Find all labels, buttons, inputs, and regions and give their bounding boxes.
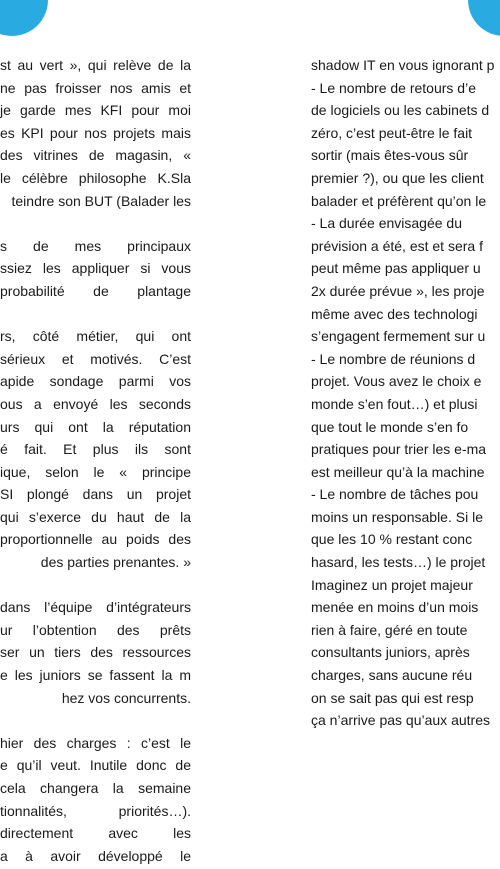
text-line: directement avec les (0, 825, 191, 842)
text-line: charges, sans aucune réu (311, 667, 473, 684)
text-line: peut même pas appliquer u (311, 260, 481, 277)
decorative-circle-left (0, 0, 48, 36)
text-line: probabilité de plantage (0, 282, 191, 299)
text-line: tionnalités, priorités…). (0, 802, 191, 819)
right-text-column (311, 54, 500, 732)
text-line: dans l’équipe d’intégrateurs (0, 599, 191, 616)
text-line: 2x durée prévue », les proje (311, 282, 485, 299)
text-line: hier des charges : c’est le (0, 734, 191, 751)
text-line: rien à faire, géré en toute (311, 621, 468, 638)
text-line: ssiez les appliquer si vous (0, 260, 191, 277)
text-line: ur l’obtention des prêts (0, 621, 191, 638)
text-line: ça n’arrive pas qu’aux autres (311, 712, 490, 729)
text-line: je garde mes KFI pour moi (0, 102, 191, 119)
text-line: teindre son BUT (Balader les (11, 192, 191, 209)
text-line: e qu’il veut. Inutile donc de (0, 757, 191, 774)
text-line: des parties prenantes. » (40, 554, 191, 571)
text-line: hez vos concurrents. (61, 689, 191, 706)
text-line: ne pas froisser nos amis et (0, 79, 191, 96)
text-line: apide sondage parmi vos (0, 373, 191, 390)
text-line: st au vert », qui relève de la (0, 57, 191, 73)
text-line: moins un responsable. Si le (311, 508, 483, 525)
text-line: zéro, c’est peut-être le fait (311, 124, 473, 141)
paragraph-gap (0, 574, 191, 597)
paragraph-gap (0, 212, 191, 235)
text-line: es KPI pour nos projets mais (0, 124, 191, 141)
text-line: projet. Vous avez le choix e (311, 373, 482, 390)
text-line: s’engagent fermement sur u (311, 328, 486, 345)
text-line: sérieux et motivés. C’est (0, 350, 191, 367)
text-line: proportionnelle au poids des (0, 531, 191, 548)
text-line: ser un tiers des ressources (0, 644, 191, 661)
text-line: des vitrines de magasin, « (0, 147, 191, 164)
text-line: - Le nombre de réunions d (311, 350, 476, 367)
left-text-column (0, 54, 191, 867)
text-line: - La durée envisagée du (311, 215, 462, 232)
paragraph-gap (0, 709, 191, 732)
text-line: de logiciels ou les cabinets d (311, 102, 490, 119)
text-line: premier ?), ou que les client (311, 169, 484, 186)
text-line: ous a envoyé les seconds (0, 395, 191, 412)
text-line: hasard, les tests…) le projet (311, 554, 486, 571)
text-line: SI plongé dans un projet (0, 486, 191, 503)
text-line: - Le nombre de tâches pou (311, 486, 479, 503)
text-line: que tout le monde s’en fo (311, 418, 469, 435)
text-line: urs qui ont la réputation (0, 418, 191, 435)
text-line: menée en moins d’un mois (311, 599, 479, 616)
text-line: sortir (mais êtes-vous sûr (311, 147, 469, 164)
text-line: s de mes principaux (0, 237, 191, 254)
decorative-circle-right (468, 0, 500, 36)
text-line: rs, côté métier, qui ont (0, 328, 191, 345)
text-line: le célèbre philosophe K.Sla (0, 169, 191, 186)
text-line: que les 10 % restant conc (311, 531, 473, 548)
text-line: e les juniors se fassent la m (0, 667, 191, 684)
text-line: a à avoir développé le (0, 847, 191, 864)
paragraph-gap (0, 303, 191, 326)
text-line: balader et préfèrent qu’on le (311, 192, 487, 209)
text-line: ique, selon le « principe (0, 463, 191, 480)
text-line: qui s’exerce du haut de la (0, 508, 191, 525)
text-line: consultants juniors, après (311, 644, 470, 661)
text-line: est meilleur qu’à la machine (311, 463, 485, 480)
text-line: même avec des technologi (311, 305, 478, 322)
text-line: cela changera la semaine (0, 780, 191, 796)
text-line: pratiques pour trier les e-ma (311, 441, 487, 458)
text-line: monde s’en fout…) et plusi (311, 395, 478, 412)
text-line: shadow IT en vous ignorant p (311, 57, 495, 73)
text-line: - Le nombre de retours d’e (311, 79, 476, 96)
text-line: prévision a été, est et sera f (311, 237, 483, 254)
text-line: Imaginez un projet majeur (311, 576, 473, 593)
text-line: on se sait pas qui est resp (311, 689, 474, 706)
text-line: é fait. Et plus ils sont (0, 441, 191, 458)
